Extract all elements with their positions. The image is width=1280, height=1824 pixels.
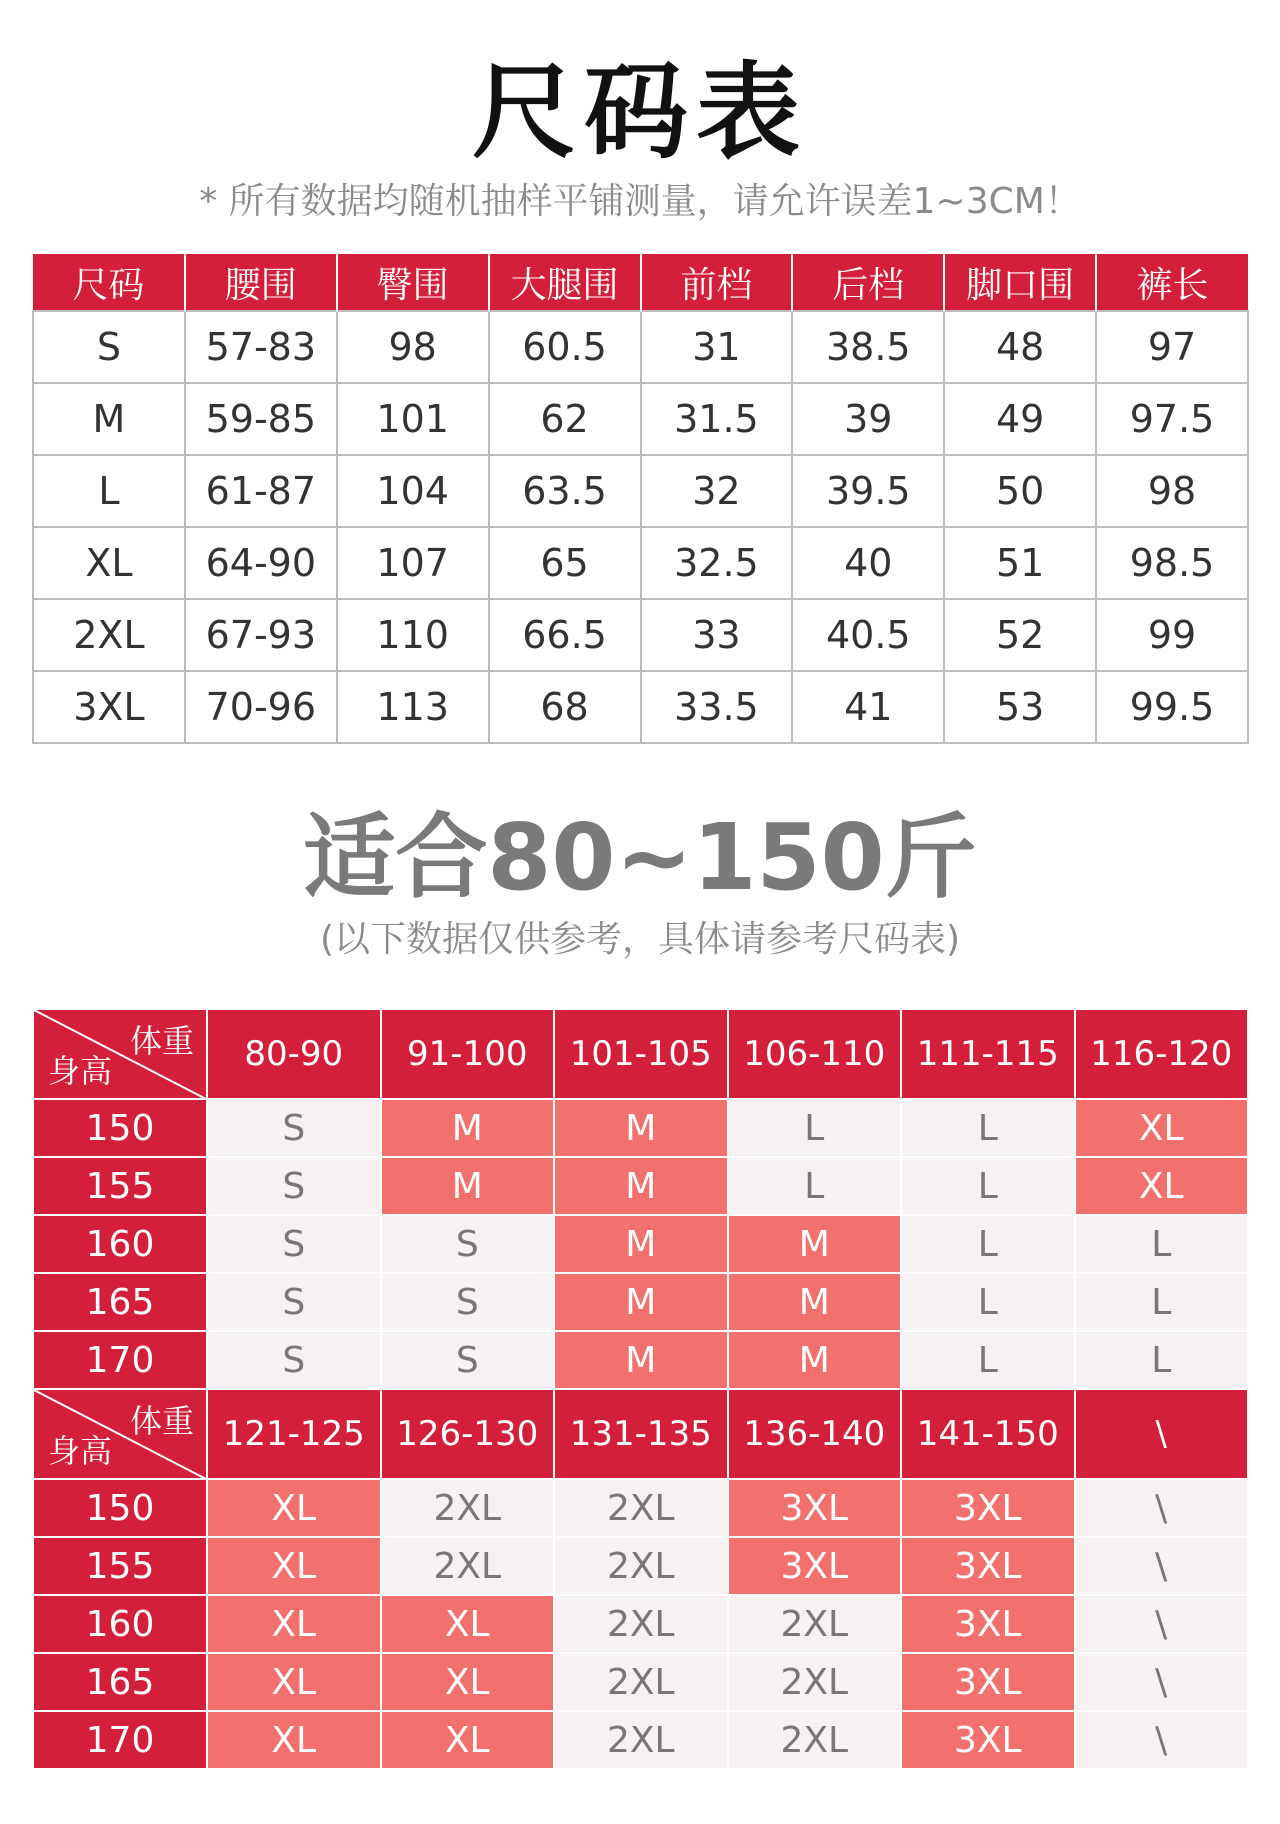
weight-header: 131-135 (554, 1389, 728, 1479)
weight-range-title: 适合80~150斤 (303, 804, 977, 911)
size-cell: 52 (944, 599, 1096, 671)
fit-cell: S (207, 1273, 381, 1331)
fit-cell: M (554, 1099, 728, 1157)
weight-header: 116-120 (1075, 1009, 1249, 1099)
fit-cell: \ (1075, 1537, 1249, 1595)
fit-cell: M (728, 1215, 902, 1273)
height-label: 170 (33, 1331, 207, 1389)
size-cell: 97 (1096, 311, 1248, 383)
fit-row (33, 1653, 1248, 1711)
corner-weight-label: 体重 (129, 1402, 194, 1440)
size-cell: 57-83 (185, 311, 337, 383)
fit-cell: 2XL (554, 1653, 728, 1711)
height-label: 170 (33, 1711, 207, 1769)
size-row (33, 599, 1248, 671)
fit-row (33, 1537, 1248, 1595)
fit-cell: M (728, 1331, 902, 1389)
size-cell: 3XL (33, 671, 185, 743)
size-cell: 99.5 (1096, 671, 1248, 743)
fit-cell: XL (207, 1653, 381, 1711)
fit-cell: M (554, 1157, 728, 1215)
fit-cell: XL (381, 1653, 555, 1711)
size-cell: 49 (944, 383, 1096, 455)
size-cell: 61-87 (185, 455, 337, 527)
size-row (33, 383, 1248, 455)
size-col-header: 腰围 (185, 254, 337, 311)
height-label: 160 (33, 1215, 207, 1273)
size-cell: 40.5 (792, 599, 944, 671)
fit-cell: L (1075, 1215, 1249, 1273)
reference-note: (以下数据仅供参考，具体请参考尺码表) (319, 919, 961, 960)
fit-cell: M (381, 1157, 555, 1215)
height-label: 150 (33, 1479, 207, 1537)
fit-table-body (33, 1009, 1248, 1769)
fit-cell: 3XL (728, 1479, 902, 1537)
weight-header: 91-100 (381, 1009, 555, 1099)
height-label: 150 (33, 1099, 207, 1157)
fit-row (33, 1479, 1248, 1537)
fit-cell: XL (1075, 1099, 1249, 1157)
corner-height-label: 身高 (48, 1432, 113, 1470)
size-cell: 33.5 (641, 671, 793, 743)
size-cell: 101 (337, 383, 489, 455)
fit-cell: 2XL (728, 1711, 902, 1769)
fit-cell: 2XL (554, 1479, 728, 1537)
size-cell: 39 (792, 383, 944, 455)
fit-cell: 3XL (901, 1653, 1075, 1711)
height-label: 165 (33, 1653, 207, 1711)
fit-header-row (33, 1009, 1248, 1099)
fit-header-row (33, 1389, 1248, 1479)
size-cell: 51 (944, 527, 1096, 599)
size-cell: 67-93 (185, 599, 337, 671)
fit-cell: 3XL (728, 1537, 902, 1595)
weight-header: 106-110 (728, 1009, 902, 1099)
size-table-body (33, 311, 1248, 743)
fit-cell: S (381, 1273, 555, 1331)
height-label: 155 (33, 1157, 207, 1215)
size-cell: 107 (337, 527, 489, 599)
fit-cell: 3XL (901, 1595, 1075, 1653)
fit-cell: S (381, 1331, 555, 1389)
weight-header: 136-140 (728, 1389, 902, 1479)
size-cell: 31.5 (641, 383, 793, 455)
height-label: 165 (33, 1273, 207, 1331)
size-row (33, 527, 1248, 599)
size-col-header: 裤长 (1096, 254, 1248, 311)
size-cell: 2XL (33, 599, 185, 671)
fit-cell: \ (1075, 1711, 1249, 1769)
size-table-header (33, 254, 1248, 311)
fit-cell: L (901, 1331, 1075, 1389)
corner-height-label: 身高 (48, 1052, 113, 1090)
size-cell: 97.5 (1096, 383, 1248, 455)
measurement-note: * 所有数据均随机抽样平铺测量，请允许误差1~3CM！ (199, 181, 1081, 222)
fit-cell: \ (1075, 1479, 1249, 1537)
fit-cell: L (728, 1099, 902, 1157)
fit-cell: 2XL (381, 1479, 555, 1537)
size-cell: M (33, 383, 185, 455)
size-cell: 63.5 (489, 455, 641, 527)
fit-cell: XL (381, 1595, 555, 1653)
weight-header: 126-130 (381, 1389, 555, 1479)
corner-cell (33, 1389, 207, 1479)
fit-row (33, 1099, 1248, 1157)
fit-cell: 3XL (901, 1711, 1075, 1769)
size-row (33, 455, 1248, 527)
fit-cell: 2XL (381, 1537, 555, 1595)
fit-cell: 3XL (901, 1479, 1075, 1537)
fit-row (33, 1595, 1248, 1653)
fit-cell: L (728, 1157, 902, 1215)
corner-weight-label: 体重 (129, 1022, 194, 1060)
fit-cell: XL (207, 1595, 381, 1653)
size-cell: 40 (792, 527, 944, 599)
size-cell: 113 (337, 671, 489, 743)
weight-header: \ (1075, 1389, 1249, 1479)
size-cell: 98 (337, 311, 489, 383)
weight-header: 121-125 (207, 1389, 381, 1479)
size-cell: 99 (1096, 599, 1248, 671)
weight-header: 141-150 (901, 1389, 1075, 1479)
fit-cell: 3XL (901, 1537, 1075, 1595)
size-cell: 33 (641, 599, 793, 671)
size-cell: 50 (944, 455, 1096, 527)
weight-header: 101-105 (554, 1009, 728, 1099)
size-cell: 59-85 (185, 383, 337, 455)
size-cell: L (33, 455, 185, 527)
height-label: 160 (33, 1595, 207, 1653)
size-cell: 32 (641, 455, 793, 527)
fit-cell: S (207, 1099, 381, 1157)
fit-cell: L (1075, 1331, 1249, 1389)
size-cell: 38.5 (792, 311, 944, 383)
fit-cell: L (901, 1157, 1075, 1215)
fit-cell: M (728, 1273, 902, 1331)
size-cell: 98.5 (1096, 527, 1248, 599)
size-cell: XL (33, 527, 185, 599)
size-cell: 70-96 (185, 671, 337, 743)
fit-cell: M (554, 1215, 728, 1273)
size-cell: 48 (944, 311, 1096, 383)
fit-row (33, 1331, 1248, 1389)
size-cell: 62 (489, 383, 641, 455)
fit-cell: L (901, 1099, 1075, 1157)
fit-row (33, 1157, 1248, 1215)
size-cell: 98 (1096, 455, 1248, 527)
fit-cell: L (1075, 1273, 1249, 1331)
fit-cell: \ (1075, 1653, 1249, 1711)
size-row (33, 311, 1248, 383)
size-cell: 65 (489, 527, 641, 599)
fit-cell: M (381, 1099, 555, 1157)
height-label: 155 (33, 1537, 207, 1595)
size-col-header: 后档 (792, 254, 944, 311)
size-cell: 66.5 (489, 599, 641, 671)
fit-cell: XL (207, 1537, 381, 1595)
size-cell: 41 (792, 671, 944, 743)
fit-cell: S (207, 1215, 381, 1273)
fit-cell: 2XL (554, 1595, 728, 1653)
fit-cell: L (901, 1273, 1075, 1331)
size-col-header: 尺码 (33, 254, 185, 311)
size-col-header: 大腿围 (489, 254, 641, 311)
fit-cell: 2XL (728, 1595, 902, 1653)
fit-row (33, 1711, 1248, 1769)
fit-cell: M (554, 1273, 728, 1331)
fit-row (33, 1273, 1248, 1331)
size-cell: 104 (337, 455, 489, 527)
fit-row (33, 1215, 1248, 1273)
fit-cell: S (381, 1215, 555, 1273)
size-row (33, 671, 1248, 743)
fit-cell: S (207, 1331, 381, 1389)
size-cell: 31 (641, 311, 793, 383)
fit-cell: 2XL (554, 1711, 728, 1769)
fit-cell: XL (1075, 1157, 1249, 1215)
size-cell: 68 (489, 671, 641, 743)
fit-cell: L (901, 1215, 1075, 1273)
fit-cell: 2XL (554, 1537, 728, 1595)
size-cell: 53 (944, 671, 1096, 743)
size-col-header: 前档 (641, 254, 793, 311)
weight-header: 80-90 (207, 1009, 381, 1099)
fit-cell: XL (207, 1711, 381, 1769)
fit-cell: XL (381, 1711, 555, 1769)
fit-cell: M (554, 1331, 728, 1389)
size-cell: 110 (337, 599, 489, 671)
size-col-header: 臀围 (337, 254, 489, 311)
size-cell: 64-90 (185, 527, 337, 599)
size-cell: 39.5 (792, 455, 944, 527)
corner-cell (33, 1009, 207, 1099)
size-table (32, 254, 1249, 744)
fit-table (32, 1008, 1249, 1770)
size-cell: 60.5 (489, 311, 641, 383)
page-title: 尺码表 (471, 51, 808, 173)
fit-cell: \ (1075, 1595, 1249, 1653)
weight-header: 111-115 (901, 1009, 1075, 1099)
fit-cell: XL (207, 1479, 381, 1537)
fit-cell: S (207, 1157, 381, 1215)
size-cell: 32.5 (641, 527, 793, 599)
size-col-header: 脚口围 (944, 254, 1096, 311)
size-cell: S (33, 311, 185, 383)
fit-cell: 2XL (728, 1653, 902, 1711)
